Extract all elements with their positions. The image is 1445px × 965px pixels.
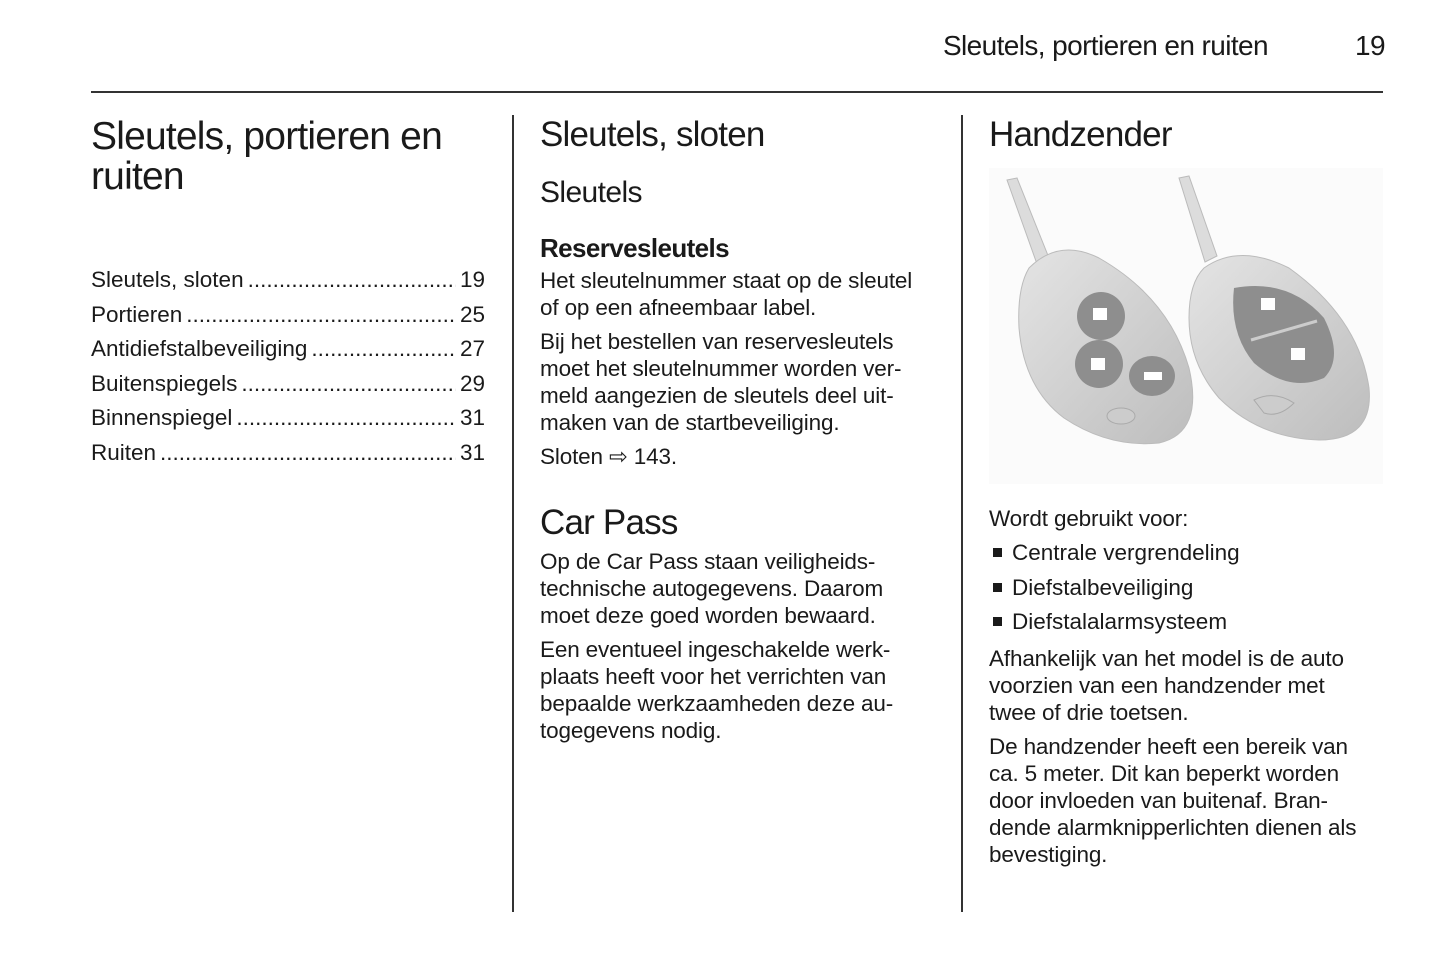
bullet-text: Diefstalalarmsysteem <box>1012 609 1228 634</box>
toc-page: 25 <box>459 301 485 327</box>
car-pass-title: Car Pass <box>540 503 678 542</box>
two-button-key-icon <box>1179 176 1369 440</box>
paragraph: De handzender heeft een bereik van ca. 5 meter. Dit kan beperkt worden door invloeden van buitenaf. Bran- dende alarmknipperlichten dienen als bevestiging. <box>989 734 1357 867</box>
toc-page: 31 <box>459 439 485 465</box>
toc-entry[interactable] <box>91 405 485 431</box>
three-button-key-icon <box>1007 178 1193 444</box>
toc-leader <box>311 336 456 362</box>
section-title: Sleutels, sloten <box>540 115 765 154</box>
chapter-title: Sleutels, portieren en ruiten <box>91 115 442 198</box>
paragraph: Wordt gebruikt voor: <box>989 506 1189 531</box>
toc-entry[interactable] <box>91 371 485 397</box>
toc-entry[interactable] <box>91 440 485 466</box>
toc-page: 27 <box>459 336 485 361</box>
cross-reference-link[interactable]: Sloten ⇨ 143. <box>540 444 677 469</box>
toc-entry[interactable] <box>91 336 485 362</box>
bullet-item <box>989 609 1227 635</box>
column-divider <box>512 115 514 912</box>
key-fob-illustration <box>989 168 1383 484</box>
toc-label: Sleutels, sloten <box>91 267 244 292</box>
bullet-square-icon <box>993 548 1002 557</box>
bullet-item <box>989 540 1240 566</box>
toc-leader <box>160 440 456 466</box>
toc-entry[interactable] <box>91 302 485 328</box>
toc-leader <box>236 405 456 431</box>
paragraph: Afhankelijk van het model is de auto voorzien van een handzender met twee of drie toetsen. <box>989 646 1344 725</box>
reserve-heading: Reservesleutels <box>540 233 730 263</box>
subsection-title: Sleutels <box>540 176 642 209</box>
page-number: 19 <box>1355 30 1385 61</box>
toc-label: Antidiefstalbeveiliging <box>91 336 308 361</box>
toc-page: 19 <box>459 267 485 292</box>
paragraph: Op de Car Pass staan veiligheids- technische autogegevens. Daarom moet deze goed worden bewaard. <box>540 549 884 628</box>
bullet-text: Diefstalbeveiliging <box>1012 574 1194 600</box>
toc-page: 31 <box>459 405 485 430</box>
bullet-text: Centrale vergrendeling <box>1012 540 1240 565</box>
toc-leader <box>241 371 456 397</box>
toc-entry[interactable] <box>91 267 485 293</box>
paragraph: Het sleutelnummer staat op de sleutel of op een afneembaar label. <box>540 268 913 320</box>
bullet-square-icon <box>993 583 1002 592</box>
toc-leader <box>186 302 456 328</box>
toc-leader <box>248 267 456 293</box>
toc-label: Ruiten <box>91 439 157 465</box>
toc-page: 29 <box>459 370 485 396</box>
handzender-title: Handzender <box>989 115 1172 154</box>
header-rule <box>91 91 1383 93</box>
paragraph: Bij het bestellen van reservesleutels moet het sleutelnummer worden ver- meld aangezien de sleutels deel uit- maken van de startbeveiliging. <box>540 329 902 435</box>
running-header-title: Sleutels, portieren en ruiten <box>942 30 1268 61</box>
bullet-item <box>989 575 1193 601</box>
toc-label: Buitenspiegels <box>91 370 238 396</box>
toc-label: Binnenspiegel <box>91 405 233 430</box>
column-divider <box>961 115 963 912</box>
toc-label: Portieren <box>91 301 183 327</box>
bullet-square-icon <box>993 617 1002 626</box>
paragraph: Een eventueel ingeschakelde werk- plaats heeft voor het verrichten van bepaalde werkzaamheden deze au- togegevens nodig. <box>540 637 894 743</box>
